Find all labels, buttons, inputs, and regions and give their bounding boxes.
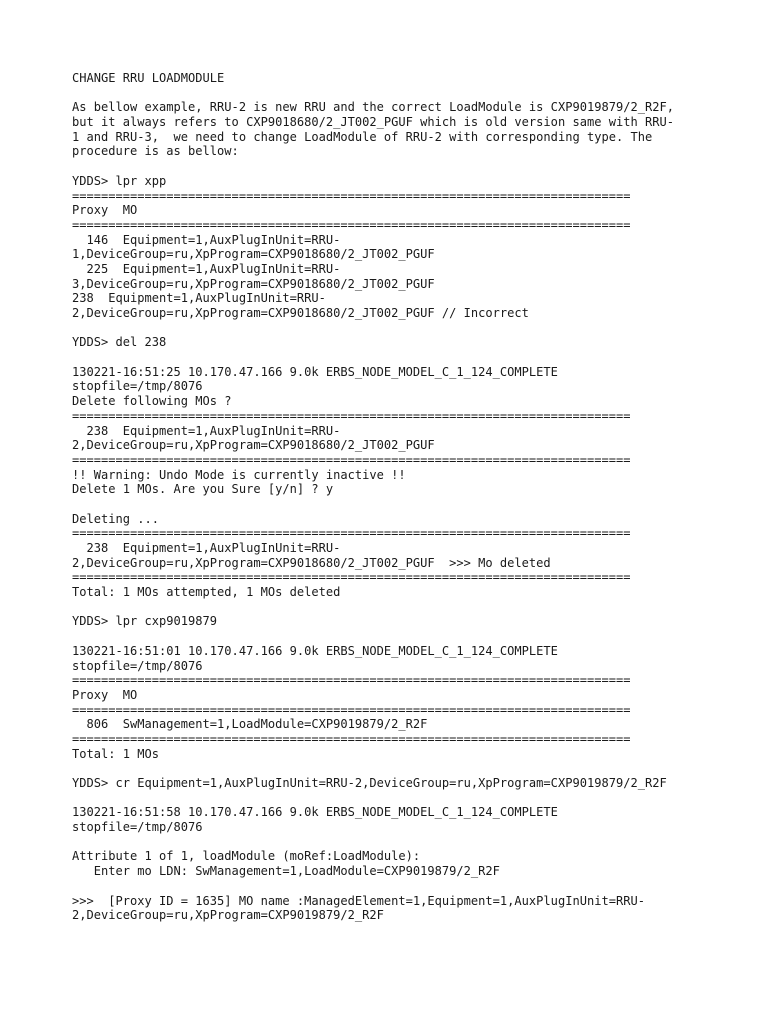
separator-line: ============================================================================= xyxy=(72,217,631,232)
separator-line: ============================================================================= xyxy=(72,731,631,746)
block-result xyxy=(72,894,732,923)
total-line: Total: 1 MOs attempted, 1 MOs deleted xyxy=(72,585,341,600)
blank-line xyxy=(72,600,732,615)
table-header: Proxy MO xyxy=(72,687,138,702)
output-line: 806 SwManagement=1,LoadModule=CXP9019879/2_R2F xyxy=(72,717,428,732)
blank-line xyxy=(72,350,732,365)
output-line: Attribute 1 of 1, loadModule (moRef:LoadModule): xyxy=(72,849,421,864)
separator-line: ============================================================================= xyxy=(72,673,631,688)
separator-line: ============================================================================= xyxy=(72,452,631,467)
output-line: >>> [Proxy ID = 1635] MO name :ManagedElement=1,Equipment=1,AuxPlugInUnit=RRU- xyxy=(72,893,645,908)
block-attribute xyxy=(72,849,732,878)
block-del-238 xyxy=(72,335,732,350)
block-cr-output xyxy=(72,805,732,834)
blank-line xyxy=(72,497,732,512)
output-line: 2,DeviceGroup=ru,XpProgram=CXP9018680/2_JT002_PGUF xyxy=(72,438,435,453)
block-lpr-cxp xyxy=(72,614,732,629)
output-line: 3,DeviceGroup=ru,XpProgram=CXP9018680/2_JT002_PGUF xyxy=(72,276,435,291)
block-lpr-xpp xyxy=(72,174,732,321)
intro-line: procedure is as bellow: xyxy=(72,144,239,159)
block-cr xyxy=(72,776,732,791)
warning-line: !! Warning: Undo Mode is currently inactive !! xyxy=(72,467,406,482)
output-line: 238 Equipment=1,AuxPlugInUnit=RRU- xyxy=(72,291,326,306)
output-line: 238 Equipment=1,AuxPlugInUnit=RRU- xyxy=(72,541,341,555)
output-line: 238 Equipment=1,AuxPlugInUnit=RRU- xyxy=(72,423,341,438)
block-loadmodule-list xyxy=(72,644,732,762)
output-line: 2,DeviceGroup=ru,XpProgram=CXP9019879/2_R2F xyxy=(72,908,384,923)
intro-line: As bellow example, RRU-2 is new RRU and the correct LoadModule is CXP9019879/2_R2F, xyxy=(72,100,674,115)
blank-line xyxy=(72,629,732,644)
output-line: 130221-16:51:01 10.170.47.166 9.0k ERBS_NODE_MODEL_C_1_124_COMPLETE xyxy=(72,643,558,658)
output-line: Delete following MOs ? xyxy=(72,394,232,409)
separator-line: ============================================================================= xyxy=(72,408,631,423)
intro-line: 1 and RRU-3, we need to change LoadModule of RRU-2 with corresponding type. The xyxy=(72,129,653,144)
command-line: YDDS> lpr xpp xyxy=(72,173,167,188)
command-line: YDDS> del 238 xyxy=(72,335,167,350)
output-line: stopfile=/tmp/8076 xyxy=(72,379,203,394)
output-line: Delete 1 MOs. Are you Sure [y/n] ? y xyxy=(72,482,334,497)
command-line: YDDS> lpr cxp9019879 xyxy=(72,614,218,629)
output-line: stopfile=/tmp/8076 xyxy=(72,658,203,673)
output-line: 2,DeviceGroup=ru,XpProgram=CXP9018680/2_JT002_PGUF // Incorrect xyxy=(72,306,529,320)
document-title: CHANGE RRU LOADMODULE xyxy=(72,71,225,85)
output-line: 225 Equipment=1,AuxPlugInUnit=RRU- xyxy=(72,261,341,276)
output-line: 130221-16:51:25 10.170.47.166 9.0k ERBS_NODE_MODEL_C_1_124_COMPLETE xyxy=(72,364,558,379)
total-line: Total: 1 MOs xyxy=(72,746,160,761)
blank-line xyxy=(72,835,732,850)
separator-line: ============================================================================= xyxy=(72,526,631,541)
blank-line xyxy=(72,321,732,336)
separator-line: ============================================================================= xyxy=(72,188,631,203)
table-header: Proxy MO xyxy=(72,203,138,218)
intro-paragraph xyxy=(72,100,732,159)
blank-line xyxy=(72,761,732,776)
blank-line xyxy=(72,159,732,174)
blank-line xyxy=(72,879,732,894)
blank-line xyxy=(72,86,732,101)
output-line: stopfile=/tmp/8076 xyxy=(72,820,203,835)
separator-line: ============================================================================= xyxy=(72,702,631,717)
output-line: Deleting ... xyxy=(72,511,160,526)
output-line: 1,DeviceGroup=ru,XpProgram=CXP9018680/2_JT002_PGUF xyxy=(72,247,435,262)
output-line: 146 Equipment=1,AuxPlugInUnit=RRU- xyxy=(72,232,341,247)
blank-line xyxy=(72,791,732,806)
block-deleting xyxy=(72,512,732,600)
output-line: Enter mo LDN: SwManagement=1,LoadModule=CXP9019879/2_R2F xyxy=(72,864,500,879)
separator-line: ============================================================================= xyxy=(72,570,631,585)
command-line: YDDS> cr Equipment=1,AuxPlugInUnit=RRU-2,DeviceGroup=ru,XpProgram=CXP9019879/2_R2F xyxy=(72,776,667,790)
document-page xyxy=(72,71,732,923)
intro-line: but it always refers to CXP9018680/2_JT002_PGUF which is old version same with RRU- xyxy=(72,115,674,130)
block-delete-confirm xyxy=(72,365,732,497)
output-line: 130221-16:51:58 10.170.47.166 9.0k ERBS_NODE_MODEL_C_1_124_COMPLETE xyxy=(72,805,558,820)
output-line: 2,DeviceGroup=ru,XpProgram=CXP9018680/2_JT002_PGUF >>> Mo deleted xyxy=(72,555,551,570)
